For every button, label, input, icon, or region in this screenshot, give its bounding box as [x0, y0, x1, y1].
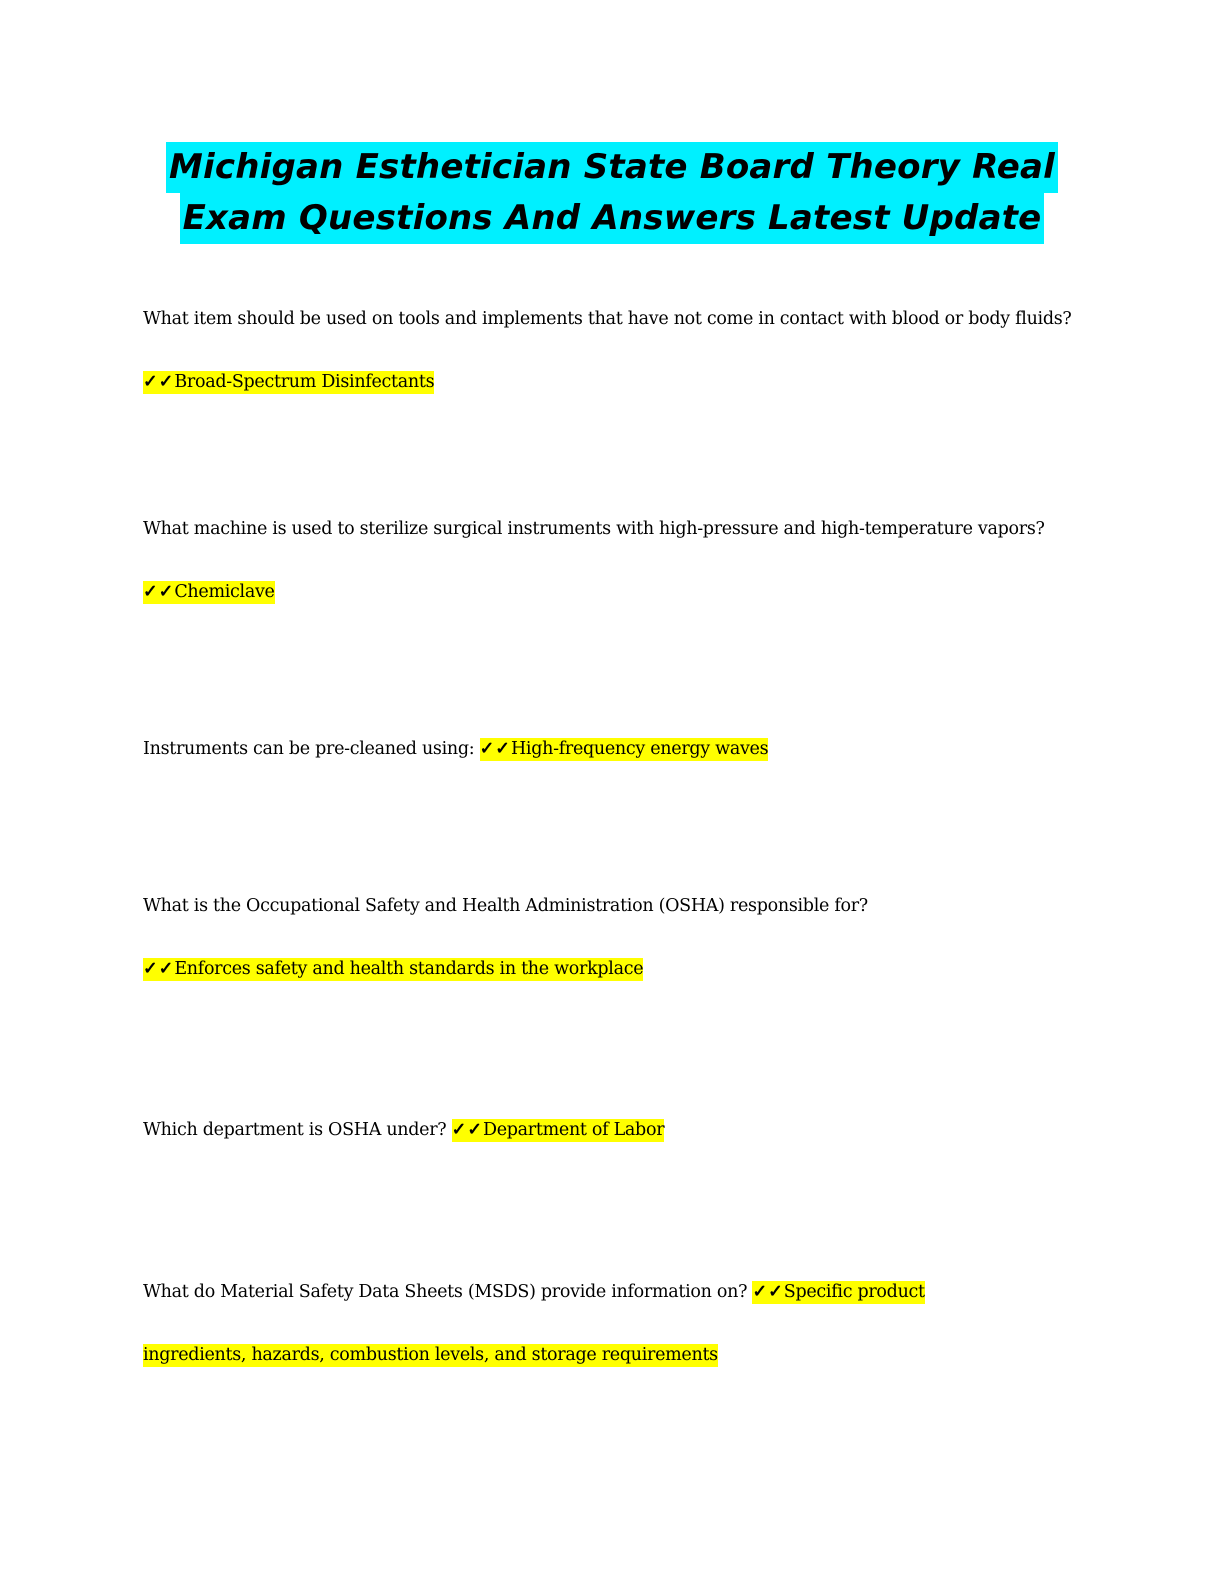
answer-text: Department of Labor [482, 1120, 665, 1140]
question-1 [143, 302, 1072, 336]
answer-highlight [143, 581, 275, 604]
answer-highlight [752, 1281, 924, 1304]
question-5 [143, 1113, 664, 1147]
question-text: Instruments can be pre-cleaned using: [143, 739, 475, 759]
answer-text: ingredients, hazards, combustion levels, and storage requirements [143, 1345, 718, 1365]
answer-text: Specific product [783, 1282, 925, 1302]
answer-4 [143, 952, 643, 986]
document-title [142, 142, 1082, 244]
question-text: What machine is used to sterilize surgical instruments with high-pressure and high-temperature vapors? [143, 519, 1045, 539]
answer-highlight [480, 738, 769, 761]
question-3 [143, 732, 768, 766]
check-icon: ✓✓ [143, 582, 175, 602]
answer-highlight [143, 958, 643, 981]
question-6 [143, 1275, 925, 1309]
answer-text: Chemiclave [174, 582, 275, 602]
question-2 [143, 512, 1045, 546]
check-icon: ✓✓ [479, 739, 511, 759]
check-icon: ✓✓ [752, 1282, 784, 1302]
answer-text: Broad-Spectrum Disinfectants [174, 372, 435, 392]
answer-2 [143, 575, 275, 609]
check-icon: ✓✓ [451, 1120, 483, 1140]
check-icon: ✓✓ [143, 372, 175, 392]
question-text: What do Material Safety Data Sheets (MSDS) provide information on? [143, 1282, 748, 1302]
answer-highlight [452, 1119, 665, 1142]
title-line-2: Exam Questions And Answers Latest Update [180, 193, 1045, 244]
answer-highlight [143, 371, 434, 394]
check-icon: ✓✓ [143, 959, 175, 979]
question-text: What is the Occupational Safety and Health Administration (OSHA) responsible for? [143, 896, 868, 916]
title-line-1: Michigan Esthetician State Board Theory Real [166, 142, 1058, 193]
answer-highlight [143, 1344, 718, 1367]
answer-text: Enforces safety and health standards in the workplace [174, 959, 644, 979]
answer-1 [143, 365, 434, 399]
answer-6-continued [143, 1338, 718, 1372]
question-text: What item should be used on tools and implements that have not come in contact with blood or body fluids? [143, 309, 1072, 329]
question-4 [143, 889, 868, 923]
question-text: Which department is OSHA under? [143, 1120, 447, 1140]
answer-text: High-frequency energy waves [510, 739, 769, 759]
